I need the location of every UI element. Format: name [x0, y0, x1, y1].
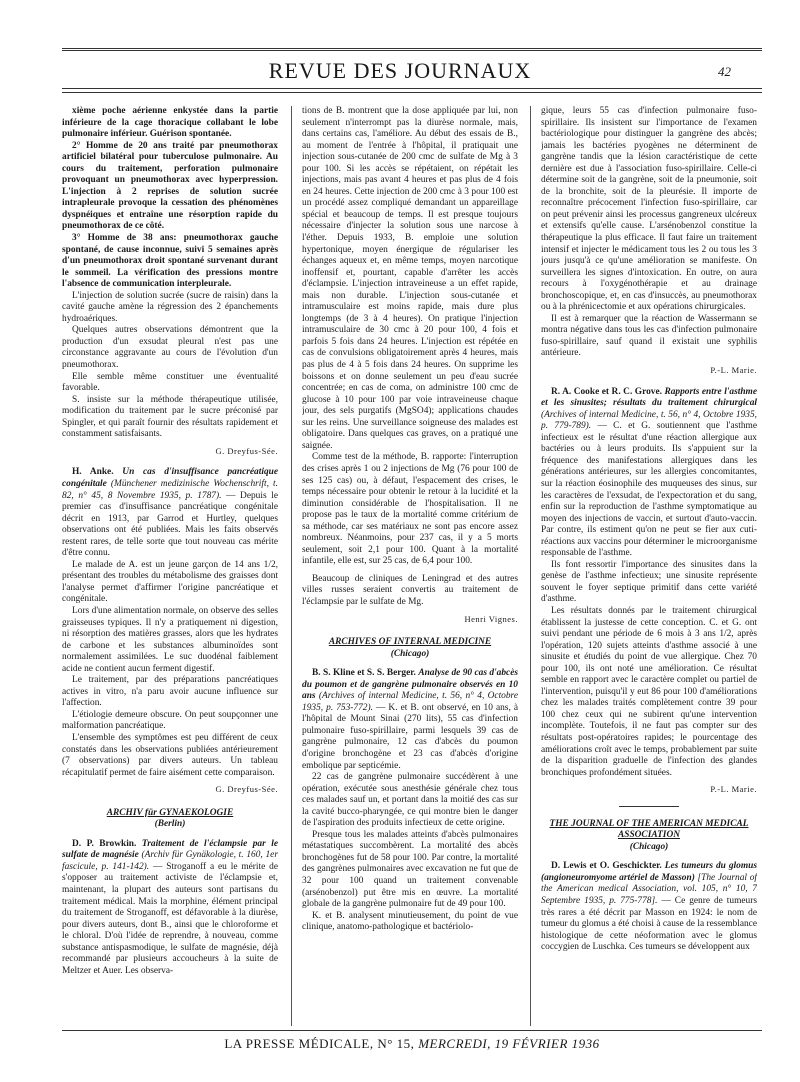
paragraph: — Ce genre de tumeurs très rares a été décrit par Masson en 1924: le nom de tumeur du glomus a été choisi à cause de la ressemblance histologique de cette néoformation avec le glomus coccygien de Luschka. Ces tumeurs se développent aux: [541, 896, 757, 953]
article-heading: [302, 668, 518, 772]
paragraph: Presque tous les malades atteints d'abcès pulmonaires métastatiques succombèrent. La mortalité des abcès bronchogènes fut de 58 pour 100. Par contre, la mortalité des gangrènes pulmonaires avec excavation ne fut que de 32 pour 100 quand un traitement convenable (arsénobenzol) put être mis en œuvre. La mortalité globale de la gangrène pulmonaire fut de 49 pour 100.: [302, 829, 518, 910]
section-journal-city: (Chicago): [629, 841, 669, 852]
article-title: Analyse de 90 cas d'abcès du poumon et de gangrène pulmonaire observés en 10 ans: [302, 668, 518, 702]
paragraph: Comme test de la méthode, B. rapporte: l'interruption des crises après 1 ou 2 injections de Mg (76 pour 100 de ses 125 cas) ou, à défaut, l'espacement des crises, le temps nécessaire pour obtenir le retour à la lucidité et la diminution considérable de l'hospitalisation. Il ne propose pas le taux de la mortalité comme critérium de sa méthode, car ses matériaux ne sont pas encore assez nombreux. Néanmoins, pour 237 cas, il y a 5 morts seulement, soit 2,1 pour 100. Quant à la mortalité infantile, elle est, sur 25 cas, de 6,4 pour 100.: [302, 452, 518, 567]
header-top-rule: [62, 48, 762, 51]
section-journal-city: (Berlin): [154, 819, 186, 830]
article-reference: (Archives of internal Medicine, t. 56, n° 4, Octobre 1935, p. 753-772).: [302, 691, 518, 713]
column-3: [541, 106, 757, 1026]
author-signature: Henri Vignes.: [464, 613, 518, 624]
paragraph: Elle semble même constituer une éventualité favorable.: [62, 371, 278, 394]
section-journal-city: (Chicago): [390, 648, 430, 659]
section-journal-title: THE JOURNAL OF THE AMERICAN MEDICAL ASSOCIATION: [549, 818, 749, 841]
page-number: 42: [718, 64, 731, 79]
article-author: D. P. Browkin.: [72, 838, 137, 849]
column-divider: [530, 106, 531, 1026]
article-title: Un cas d'insuffisance pancréatique congénitale: [62, 467, 278, 489]
column-divider: [291, 106, 292, 1026]
paragraph: L'ensemble des symptômes est peu différent de ceux constatés dans les observations publiées antérieurement (7 observations) par divers auteurs. Un tableau récapitulatif permet de faire aisément cette comparaison.: [62, 732, 278, 778]
author-signature: G. Dreyfus-Sée.: [215, 445, 278, 456]
article-reference: (Münchener medizinische Wochenschrift, t. 82, n° 45, 8 Novembre 1935, p. 1787).: [62, 478, 278, 501]
footer-date: MERCREDI, 19 FÉVRIER 1936: [418, 1036, 600, 1051]
article-title: Traitement de l'éclampsie par le sulfate de magnésie: [62, 838, 278, 861]
footer-journal: LA PRESSE MÉDICALE, N° 15,: [224, 1036, 415, 1051]
paragraph: — Depuis le premier cas d'insuffisance pancréatique congénitale décrit en 1913, par Garrod et Hurtley, quelques observations ont été publiées. Mais les faits observés restent rares, de telle sorte que tout nouveau cas mérite d'être connu.: [62, 490, 278, 559]
article-author: B. S. Kline et S. S. Berger.: [312, 668, 416, 679]
paragraph: 3° Homme de 38 ans: pneumothorax gauche spontané, de cause inconnue, suivi 5 semaines après d'un pneumothorax droit spontané survenant durant le sommeil. La vérification des pressions montre l'absence de communication interpleurale.: [62, 233, 278, 290]
section-separator: [619, 806, 679, 807]
column-2: [302, 106, 518, 1026]
article-heading: [541, 387, 757, 560]
article-heading: [541, 861, 757, 953]
paragraph: 22 cas de gangrène pulmonaire succédèrent à une opération, exécutée sous anesthésie générale chez tous ces malades sauf un, et portant dans la moitié des cas sur la cavité bucco-pharyngée, ce qui montre bien le danger de l'aspiration des produits infectieux de cette origine.: [302, 772, 518, 829]
page-footer: [62, 1036, 762, 1052]
column-1: [62, 106, 278, 1026]
header-bottom-rule: [62, 88, 762, 89]
footer-rule: [62, 1030, 762, 1031]
header-bottom-rule-2: [62, 92, 762, 93]
paragraph: tions de B. montrent que la dose appliquée par lui, non seulement n'interrompt pas la diurèse normale, mais, dans certains cas, l'améliore. Au début des essais de B., au moment de l'entrée à l'hôpital, il pratiquait une injection sous-cutanée de 200 cmc de sulfate de Mg à 3 pour 100. Si les accès se répétaient, on répétait les injections, mais pas avant 4 heures et pas plus de 4 fois en 24 heures. Cette injection de 200 cmc à 3 pour 100 est un procédé assez compliqué demandant un appareillage spécial et beaucoup de temps. Il est presque toujours nécessaire d'injecter la solution sous une narcose à l'éther. Depuis 1933, B. emploie une solution hypertonique, moyen énergique de régulariser les échanges aqueux et, en même temps, moyen narcotique inoffensif et, pourtant, capable d'arrêter les accès d'éclampsie. L'injection intraveineuse a un effet rapide, mais non durable. L'injection sous-cutanée et intramusculaire est moins rapide, mais dure plus longtemps (de 3 à 4 heures). On pratique l'injection intramusculaire de 30 cmc à 20 pour 100, 4 fois et parfois 5 fois dans 24 heures. L'injection est répétée en cas de convulsions obligatoirement après 4 heures, mais pas plus de 4 à 5 fois dans 24 heures. On supprime les boissons et on donne seulement un peu d'eau sucrée concentrée; en cas de coma, on administre 100 cmc de glucose à 10 pour 100 par voie intraveineuse chaque jour, des sels purgatifs (MgSO4); applications chaudes sur les reins. Une surveillance soigneuse des malades est obligatoire. Dans quelques cas graves, on a pratiqué une saignée.: [302, 106, 518, 451]
article-reference: (Archiv für Gynäkologie, t. 160, 1er fascicule, p. 141-142).: [62, 850, 278, 872]
paragraph: S. insiste sur la méthode thérapeutique utilisée, modification du traitement par le sucre préconisé par Spingler, et qui paraît fournir des résultats rapidement et constamment satisfaisants.: [62, 394, 278, 440]
paragraph: Quelques autres observations démontrent que la production d'un exsudat pleural n'est pas une circonstance aggravante au cours de l'évolution d'un pneumothorax.: [62, 325, 278, 371]
paragraph: Le malade de A. est un jeune garçon de 14 ans 1/2, présentant des troubles du métabolisme des graisses dont l'analyse permet d'affirmer l'origine pancréatique et congénitale.: [62, 559, 278, 605]
page-title: REVUE DES JOURNAUX: [268, 58, 532, 83]
section-journal-title: ARCHIV für GYNAEKOLOGIE: [106, 807, 234, 818]
author-signature: G. Dreyfus-Sée.: [215, 784, 278, 795]
article-reference: (Archives of internal Medicine, t. 56, n° 4, Octobre 1935, p. 779-789).: [541, 409, 757, 432]
paragraph: Lors d'une alimentation normale, on observe des selles graisseuses typiques. Il n'y a pratiquement ni digestion, ni résorption des matières grasses, alors que les hydrates de carbone et les substances albuminoïdes sont normalement assimilées. Le suc duodénal faiblement acide ne contient aucun ferment digestif.: [62, 605, 278, 674]
article-heading: [62, 467, 278, 559]
paragraph: gique, leurs 55 cas d'infection pulmonaire fuso-spirillaire. Ils insistent sur l'importance de l'examen bactériologique pour distinguer la gangrène des abcès; jamais les bactéries pyogènes ne déterminent de gangrène tandis que la lésion caractéristique de cette dernière est due à l'association fuso-spirillaire. Celle-ci détermine soit de la gangrène, soit de la pneumonie, soit de la bronchite, soit de la pleurésie. Il importe de reconnaître précocement l'infection fuso-spirillaire, car on peut prévenir ainsi les processus gangreneux ulcéreux et extensifs qu'elle cause. L'arsénobenzol constitue la thérapeutique la plus efficace. Il faut faire un traitement intensif et injecter le médicament tous les 2 ou tous les 3 jours jusqu'à ce qu'une amélioration se manifeste. On surveillera les signes d'intoxication. En outre, on aura recours à l'oxygénothérapie et au drainage bronchoscopique, et, en cas d'insuccès, au pneumothorax ou à la phrénicectomie et aux opérations chirurgicales.: [541, 106, 757, 313]
author-signature: P.-L. Marie.: [710, 784, 757, 795]
paragraph: — C. et G. soutiennent que l'asthme infectieux est le résultat d'une réaction allergique aux bactéries ou à leurs produits. Ils s'appuient sur la fréquence des manifestations allergiques dans les générations antérieures, sur les allergies concomitantes, sur la réaction éosinophile des muqueuses des sinus, sur les caractères de l'exsudat, de l'expectoration et du sang, enfin sur la reproduction de l'asthme symptomatique au moyen des injections de vaccin, et surtout d'auto-vaccin. Par contre, ils estiment qu'on ne peut se fier aux cuti-réactions aux vaccins pour déterminer le microorganisme responsable de l'asthme.: [541, 421, 757, 559]
paragraph: — K. et B. ont observé, en 10 ans, à l'hôpital de Mount Sinai (270 lits), 55 cas d'infection pulmonaire fuso-spirillaire, parmi lesquels 39 cas de gangrène pulmonaire, 12 cas d'abcès du poumon d'origine bronchogène et 23 cas d'abcès d'origine embolique par septicémie.: [302, 702, 518, 771]
paragraph: Il est à remarquer que la réaction de Wassermann se montra négative dans tous les cas d'infection pulmonaire fuso-spirillaire, sauf quand il existait une syphilis antérieure.: [541, 313, 757, 359]
paragraph: Le traitement, par des préparations pancréatiques actives in vitro, n'a paru avoir aucune influence sur l'affection.: [62, 675, 278, 709]
paragraph: Beaucoup de cliniques de Leningrad et des autres villes russes seraient convertis au traitement de l'éclampsie par le sulfate de Mg.: [302, 573, 518, 607]
paragraph: L'étiologie demeure obscure. On peut soupçonner une malformation pancréatique.: [62, 709, 278, 732]
paragraph: — Stroganoff a eu le mérite de s'opposer au traitement activiste de l'éclampsie et, maintenant, la plupart des auteurs sont partisans du traitement médical. Mais la morphine, élément principal du traitement de Stroganoff, est défavorable à la diurèse, pour divers auteurs, dont B., ainsi que le chloroforme et le chloral. D'où l'idée de reprendre, à nouveau, comme substance antispasmodique, le sulfate de magnésie, déjà recommandé par plusieurs accoucheurs à la suite de Meltzer et Auer. Les observa-: [62, 861, 278, 976]
article-title: Rapports entre l'asthme et les sinusites; résultats du traitement chirurgical: [541, 386, 757, 409]
section-journal-title: ARCHIVES OF INTERNAL MEDICINE: [328, 637, 492, 648]
article-author: D. Lewis et O. Geschickter.: [551, 861, 662, 872]
paragraph: L'injection de solution sucrée (sucre de raisin) dans la cavité gauche amène la régression des 2 épanchements hydroaériques.: [62, 290, 278, 324]
paragraph: Ils font ressortir l'importance des sinusites dans la genèse de l'asthme infectieux; une sinusite représente souvent le foyer septique primitif dans cette variété d'asthme.: [541, 559, 757, 605]
paragraph: Les résultats donnés par le traitement chirurgical établissent la justesse de cette conception. C. et G. ont suivi pendant une période de 6 mois à 3 ans 1/2, après l'opération, 120 sujets atteints d'asthme associé à une sinusite et étudiés du point de vue allergique. Chez 70 pour 100, ils ont noté une amélioration. Ce résultat semble en rapport avec le caractère complet ou partiel de l'intervention, puisqu'il y eut 86 pour 100 d'améliorations chez les malades traités complètement contre 39 pour 100 chez ceux qui ne subirent qu'une intervention incomplète. Toutefois, il ne faut pas compter sur des résultats post-opératoires rapides; le pourcentage des améliorations croît avec le temps, probablement par suite de la disparition graduelle de l'infection des glandes bronchiques profondément situées.: [541, 605, 757, 778]
article-reference: [The Journal of the American medical Association, vol. 105, n° 10, 7 Septembre 1935, p. 775-778].: [541, 872, 757, 906]
article-heading: [62, 839, 278, 978]
paragraph: 2° Homme de 20 ans traité par pneumothorax artificiel bilatéral pour tuberculose pulmonaire. Au cours du traitement, perforation pulmonaire provoquant un pneumothorax avec hyperpression. L'injection à 2 reprises de solution sucrée intrapleurale provoque la cessation des phénomènes dyspnéiques et entraîne une résorption rapide du pneumothorax de ce côté.: [62, 140, 278, 232]
author-signature: P.-L. Marie.: [710, 365, 757, 376]
paragraph: xième poche aérienne enkystée dans la partie inférieure de la cage thoracique collabant le lobe pulmonaire inférieur. Guérison spontanée.: [62, 106, 278, 140]
paragraph: K. et B. analysent minutieusement, du point de vue clinique, anatomo-pathologique et bactériolo-: [302, 910, 518, 933]
article-title: Les tumeurs du glomus (angioneuromyome artériel de Masson): [541, 861, 757, 883]
article-author: H. Anke.: [72, 467, 114, 478]
article-author: R. A. Cooke et R. C. Grove.: [551, 386, 662, 397]
